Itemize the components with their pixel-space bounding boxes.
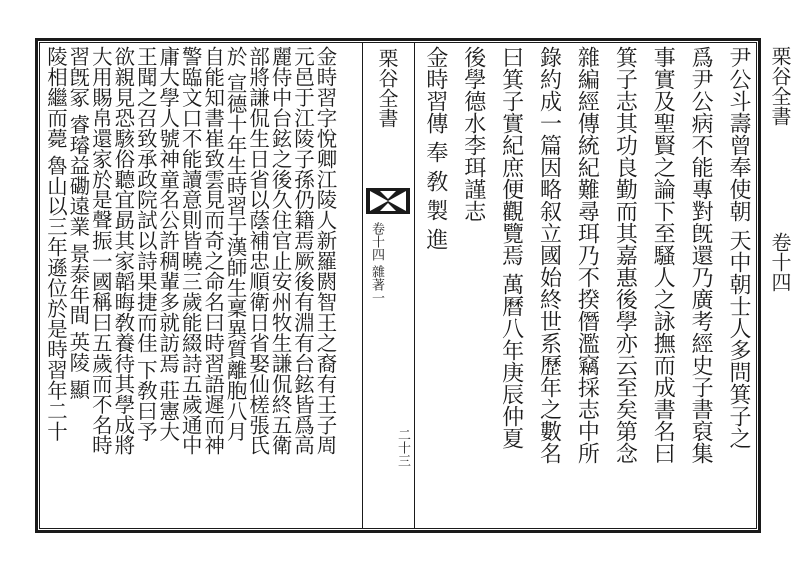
text-column: 警臨文口不能讀意則皆曉三歲能綴詩五歲通中 xyxy=(178,46,203,456)
text-column: 麗侍中台鉉之後久住官止安州牧生謙侃終五衛 xyxy=(268,46,293,456)
text-column: 元邑于江陵子孫仍籍焉厥後有淵有台鉉皆爲高 xyxy=(290,46,315,456)
center-volume-info: 卷十四 雜著一 xyxy=(369,222,384,305)
text-column: 尹公斗壽曾奉使朝 天中朝士人多問箕子之 xyxy=(725,46,751,449)
text-column: 箕子志其功良勤而其嘉惠後學亦云至矣第念 xyxy=(612,46,638,464)
text-column: 爲尹公病不能專對旣還乃廣考經史子書裒集 xyxy=(688,46,714,464)
text-column: 庸大學人號神童名公許稠輩多就訪焉 莊憲大 xyxy=(155,46,180,442)
text-column: 錄約成一篇因略叙立國始終世系歷年之數名 xyxy=(536,46,562,464)
center-strip xyxy=(362,42,414,529)
column-divider xyxy=(414,42,415,529)
fish-tail-ornament-icon xyxy=(366,188,410,214)
text-column: 陵相繼而薨 魯山以三年遜位於是時習年二十 xyxy=(43,46,68,442)
text-column: 曰箕子實紀庶便觀覽焉 萬曆八年庚辰仲夏 xyxy=(498,46,524,449)
text-column: 自能知書崔致雲見而奇之命名曰時習語遲而神 xyxy=(200,46,225,456)
text-column: 後學德水李珥謹志 xyxy=(460,46,486,222)
edge-book-title: 栗谷全書 xyxy=(768,46,792,126)
text-column: 雜編經傳統紀難尋珥乃不揆僭濫竊採志中所 xyxy=(574,46,600,464)
text-column: 習旣冢 睿璿益磡遠業 景泰年間 英陵 顯 xyxy=(65,46,90,400)
section-heading-column: 金時習傳 奉 敎 製 進 xyxy=(422,46,448,250)
text-column: 金時習字悅卿江陵人新羅閼智王之裔有王子周 xyxy=(312,46,337,456)
center-book-title: 栗谷全書 xyxy=(375,48,399,128)
text-column: 於 宣德十年生時習于漢師生稟異質離胞八月 xyxy=(223,46,248,442)
text-column: 事實及聖賢之論下至騷人之詠撫而成書名曰 xyxy=(650,46,676,464)
text-column: 王聞之召致承政院試以詩果捷而佳 下敎曰予 xyxy=(133,46,158,442)
edge-volume-label: 卷十四 xyxy=(768,232,792,292)
text-column: 部將謙侃生日省以蔭補忠順衛日省娶仙槎張氏 xyxy=(245,46,270,456)
text-column: 大用賜帛還家於是聲振一國稱曰五歲而不名時 xyxy=(88,46,113,456)
page-number: 二十三 xyxy=(395,428,410,467)
text-column: 欲親見恐駭俗聽宜勗其家韜晦敎養待其學成將 xyxy=(110,46,135,456)
